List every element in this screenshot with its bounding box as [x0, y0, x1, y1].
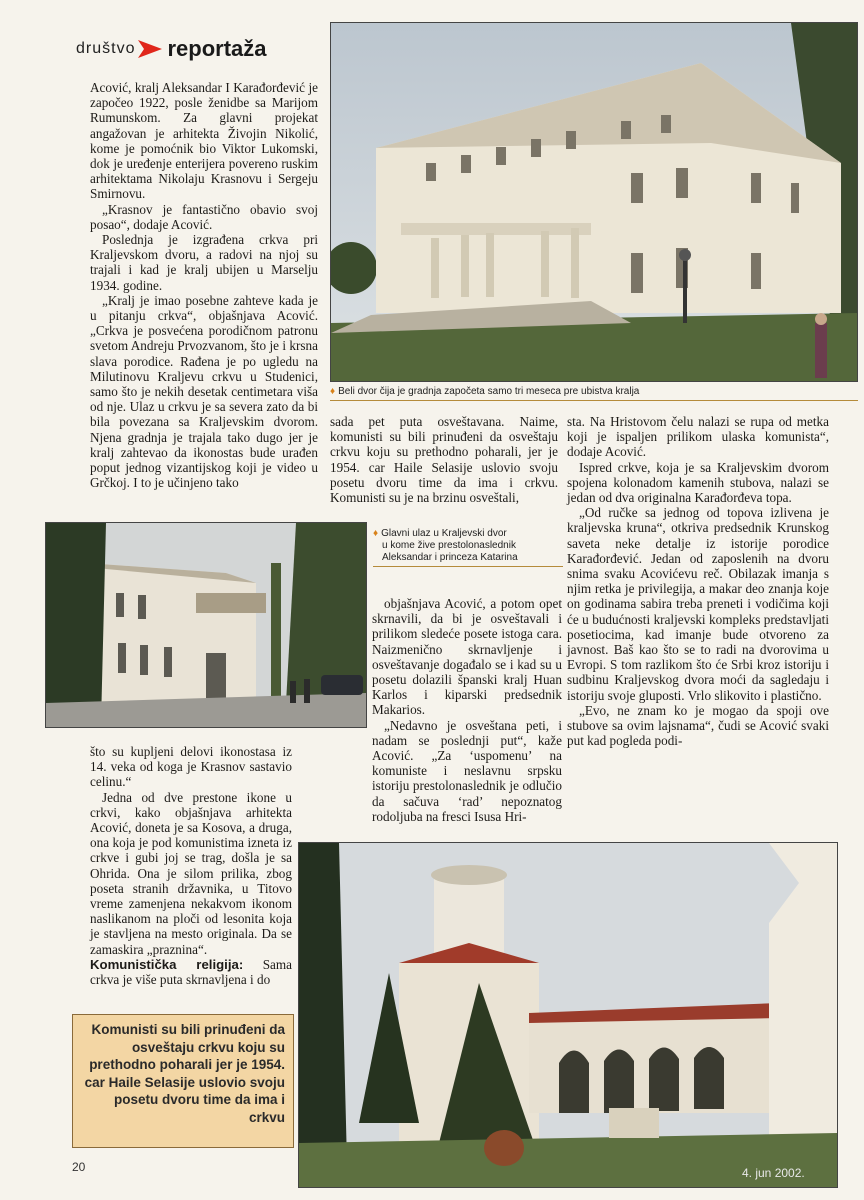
paragraph: što su kupljeni delovi ikonostasa iz 14. veka od koga je Krasnov sastavio celinu.“ [90, 744, 292, 790]
bullet-icon: ♦ [373, 528, 379, 539]
arrow-icon [138, 38, 164, 60]
section-label: društvo [76, 40, 136, 57]
paragraph: sada pet puta osveštavana. Naime, komunisti su bili prinuđeni da osveštaju crkvu koju su prethodno poharali, jer je 1954. car Haile Selasije uslovio svoju posetu dvoru time da ima i crkvu. Komunisti su je na brzinu osveštali, [330, 414, 558, 506]
issue-date: 4. jun 2002. [742, 1166, 805, 1180]
pullquote [72, 1014, 294, 1148]
column-2-bottom [372, 596, 562, 824]
royal-church-photo [298, 842, 838, 1188]
caption-line: Glavni ulaz u Kraljevski dvor [381, 528, 507, 539]
caption-line: u kome žive prestolonaslednik [382, 540, 516, 551]
paragraph: „Nedavno je osveštana peti, i nadam se poslednji put“, kaže Acović. „Za ‘uspomenu’ na komuniste i neslavnu srpsku istoriju prestolonaslednik je odlučio da sačuva ‘rad’ nepoznatog rodoljuba na fresci Isusa Hri- [372, 717, 562, 824]
top-photo-caption [330, 386, 858, 401]
paragraph: Acović, kralj Aleksandar I Karađorđević je započeo 1922, posle ženidbe sa Marijom Rumunskom. Za glavni projekat angažovan je arhitekta Živojin Nikolić, kome je pomoćnik bio Viktor Lukomski, dok je uređenje enterijera povereno ruskim arhitektama Nikolaju Krasnovu i Sergeju Smirnovu. [90, 80, 318, 202]
paragraph: Jedna od dve prestone ikone u crkvi, kako objašnjava arhitekta Acović, doneta je sa Kosova, a druga, ona koja je pod komunistima izneta iz crkve i gubi joj se trag, došla je sa Ohrida. Ona je silom prilika, zbog poseta stranih državnika, u Titovo vreme zamenjena nekakvom ikonom naslikanom na ploči od lesonita koja je stavljena na mesto originala. Da se zamaskira „praznina“. [90, 789, 292, 957]
paragraph: „Kralj je imao posebne zahteve kada je u pitanju crkva“, objašnjava Acović. „Crkva je posvećena porodičnom patronu svetom Andreju Prvozvanom, što je i krsna slava porodice. Rađena je po ugledu na Milutinovu Kraljevu crkvu u Studenici, samo što je nekih desetak centimetara viša od nje. Ulaz u crkvu je sa severa zato da bi bila povezana sa Kraljevskim dvorom. Njena gradnja je trajala tako dugo jer je kralj zahtevao da ikonostas bude urađen poput jednog vizantijskog koji je video u Grčkoj. I to je učinjeno tako [90, 292, 318, 491]
page-number: 20 [72, 1160, 86, 1174]
paragraph: „Od ručke sa jednog od topova izlivena je kraljevska kruna“, otkriva predsednik Krunskog saveta neke detalje iz istorije porodice Karađorđević. Jedan od zaposlenih na dvoru snima svaku Acovićevu reč. Obilazak imanja s njim retka je privilegija, a makar deo znanja koje on godinama sabira treba preneti i vodičima koji će u budućnosti kraljevski kompleks predstavljati posetiocima, kad imanje bude otvoreno za javnost. Baš kao što se to radi na dvorovima u Evropi. S tom razlikom što će Srbi kroz istoriju i sudbinu Kraljevskog dvora moći da sagledaju i istoriju svoje gluposti. Vrlo slikovito i plastično. [567, 505, 829, 703]
bullet-icon: ♦ [330, 386, 336, 397]
column-1-top [90, 80, 318, 490]
paragraph: Poslednja je izgrađena crkva pri Kraljevskom dvoru, a radovi na njoj su trajali i kad je kralj ubijen u Marselju 1934. godine. [90, 232, 318, 293]
pullquote-text: Komunisti su bili prinuđeni da osveštaju crkvu koju su prethodno poharali jer je 1954. car Haile Selasije uslovio svoju posetu dvoru time da ima i crkvu [84, 1022, 285, 1125]
royal-palace-entrance-photo [45, 522, 367, 728]
white-palace-photo [330, 22, 858, 382]
paragraph: Sama crkva je više puta skrnavljena i do [90, 956, 292, 988]
section-header [76, 32, 326, 66]
subheading: Komunistička religija: [90, 956, 244, 972]
paragraph: sta. Na Hristovom čelu nalazi se rupa od metka koji je ispaljen prilikom ulaska komunista“, dodaje Acović. [567, 414, 829, 460]
column-1-bottom [90, 744, 292, 987]
paragraph: „Krasnov je fantastično obavio svoj posao“, dodaje Acović. [90, 201, 318, 232]
paragraph: „Evo, ne znam ko je mogao da spoji ove stubove sa ovim lajsnama“, čudi se Acović svaki put kad pogleda podi- [567, 702, 829, 749]
paragraph: Ispred crkve, koja je sa Kraljevskim dvorom spojena kolonadom kamenih stubova, nalazi se jedan od dva originalna Karađorđeva topa. [567, 459, 829, 506]
caption-line: Aleksandar i princeza Katarina [382, 552, 518, 563]
section-title: reportaža [167, 36, 267, 61]
column-2-top [330, 414, 558, 505]
middle-photo-caption [373, 528, 563, 567]
column-3-top [567, 414, 829, 748]
top-photo-caption-text: Beli dvor čija je gradnja započeta samo tri meseca pre ubistva kralja [338, 386, 640, 397]
paragraph: objašnjava Acović, a potom opet skrnavili, da bi je osveštavali i prilikom sledeće posete istoga cara. Naizmenično skrnavljenje i osveštavanje događalo se i kad su u posetu dolazili španski kralj Huan Karlos i kiparski predsednik Makarios. [372, 596, 562, 718]
